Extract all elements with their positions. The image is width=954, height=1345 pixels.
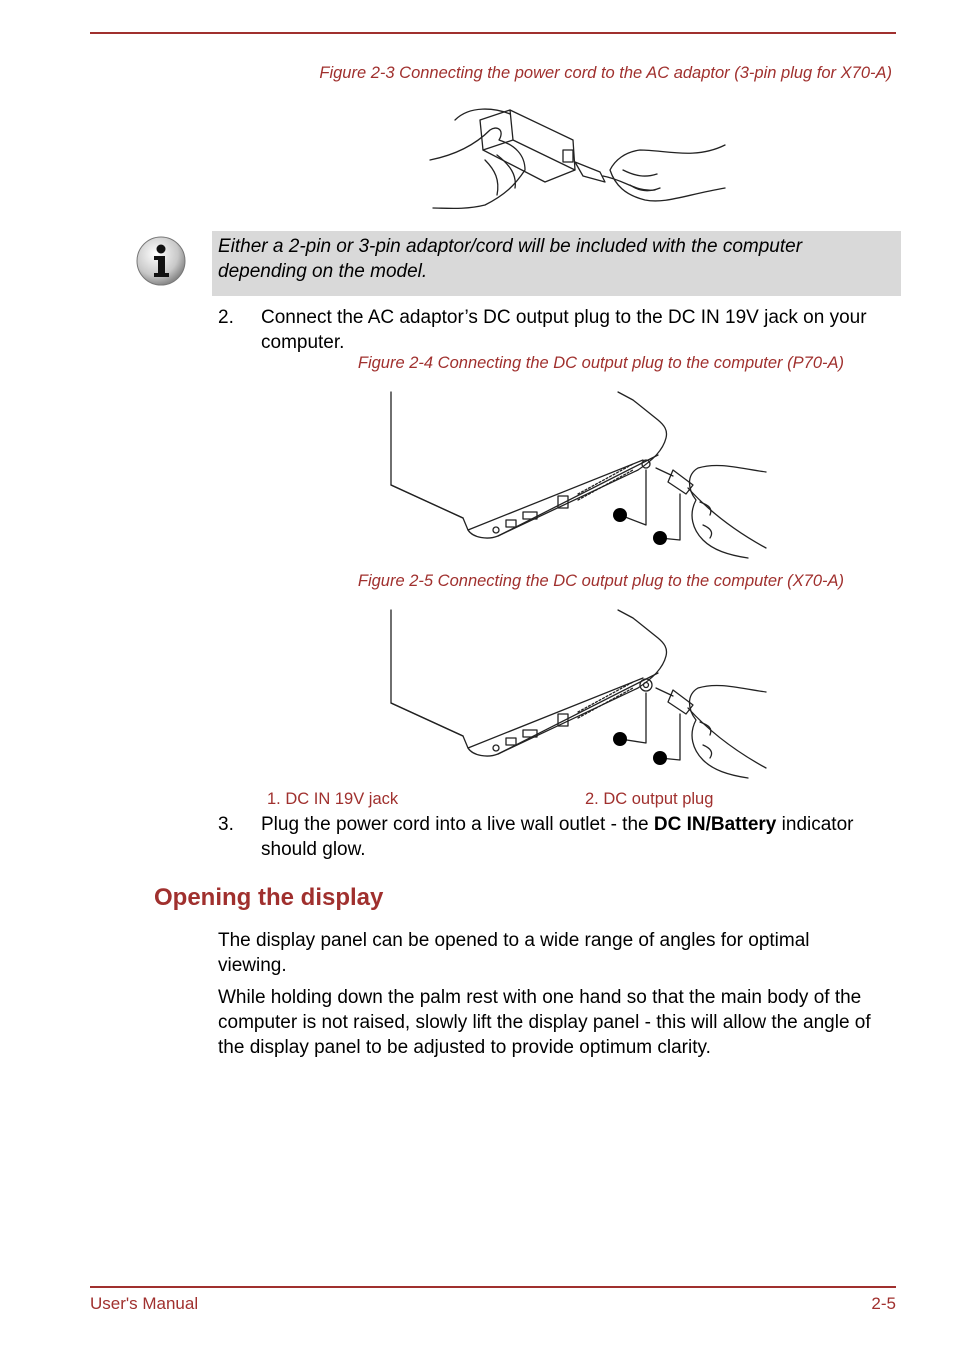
step-2-text: Connect the AC adaptor’s DC output plug to the DC IN 19V jack on your computer.: [261, 307, 867, 353]
step-3-text-post: indicator should glow.: [261, 814, 854, 860]
paragraph-2: While holding down the palm rest with one hand so that the main body of the computer is not raised, slowly lift the display panel - this will allow the angle of the display panel to be adjusted to provide optimum clarity.: [218, 987, 871, 1058]
note-box: [212, 231, 901, 296]
legend-item-1: 1. DC IN 19V jack: [267, 790, 399, 808]
step-2-number: 2.: [218, 307, 234, 328]
step-3-number: 3.: [218, 814, 234, 835]
info-icon: [135, 235, 187, 287]
section-heading: Opening the display: [154, 884, 384, 911]
note-text: Either a 2-pin or 3-pin adaptor/cord will be included with the computer depending on the model.: [218, 236, 803, 282]
figure-2-5-caption: Figure 2-5 Connecting the DC output plug to the computer (X70-A): [357, 572, 844, 590]
step-3-text: [261, 812, 901, 862]
paragraph-1: The display panel can be opened to a wide range of angles for optimal viewing.: [218, 930, 810, 976]
figure-2-4-illustration: [388, 390, 768, 562]
step-3-text-bold: DC IN/Battery: [653, 814, 777, 835]
step-3-text-pre: Plug the power cord into a live wall outlet - the: [261, 814, 654, 835]
figure-2-3-illustration: [425, 100, 735, 215]
footer-left: User's Manual: [90, 1294, 199, 1313]
header-rule: [90, 32, 896, 34]
footer-page-number: 2-5: [871, 1294, 896, 1313]
figure-2-4-caption: Figure 2-4 Connecting the DC output plug to the computer (P70-A): [357, 354, 844, 372]
figure-2-5-illustration: [388, 608, 768, 780]
legend-item-2: 2. DC output plug: [585, 790, 714, 808]
footer-rule: [90, 1286, 896, 1288]
figure-2-3-caption: Figure 2-3 Connecting the power cord to the AC adaptor (3-pin plug for X70-A): [319, 64, 892, 82]
